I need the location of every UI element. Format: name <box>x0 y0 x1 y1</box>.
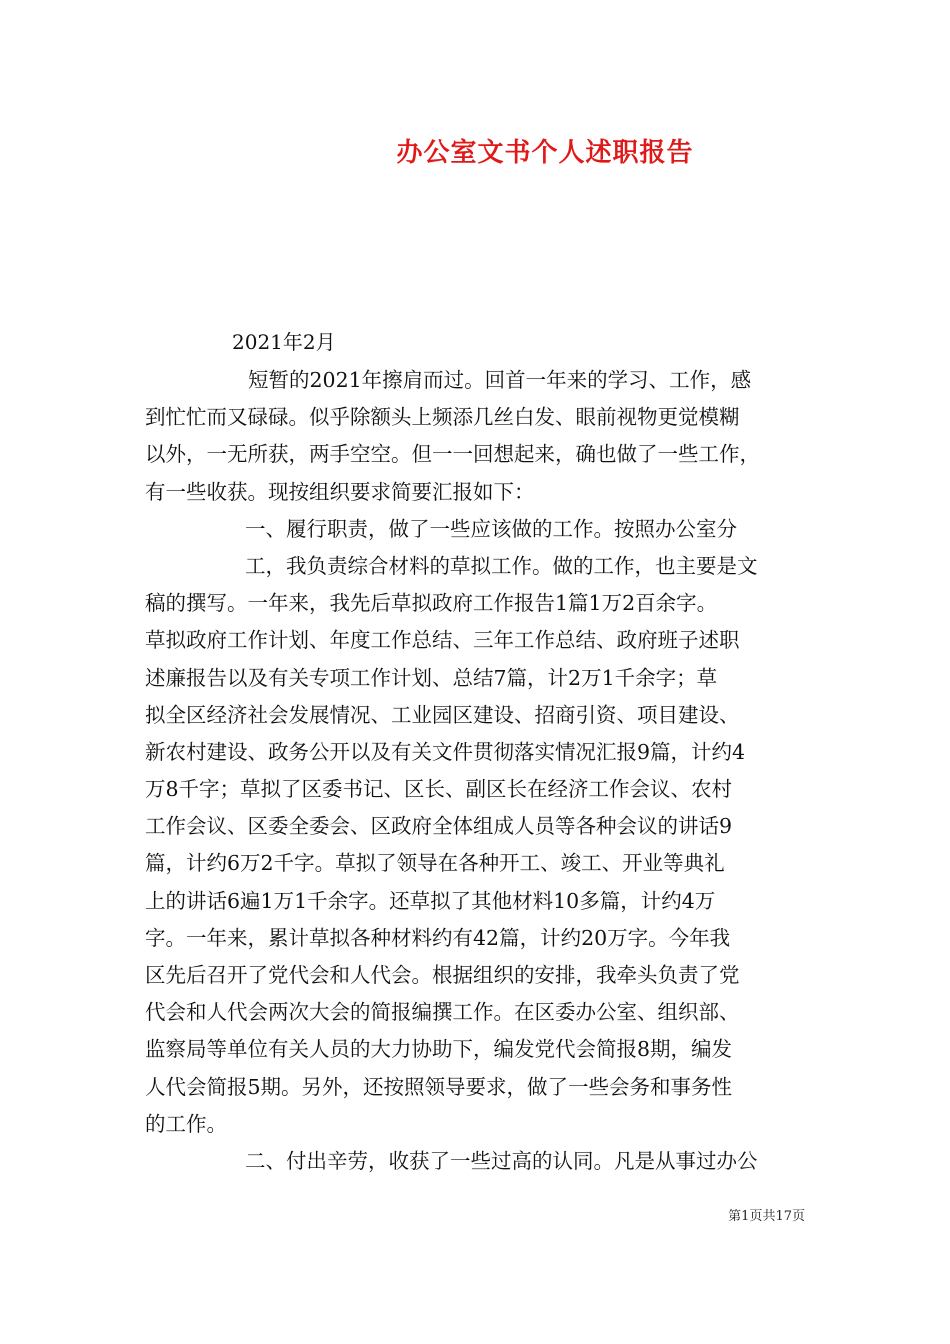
body-line: 短暂的2021年擦肩而过。回首一年来的学习、工作，感 <box>248 368 752 392</box>
body-line: 区先后召开了党代会和人代会。根据组织的安排，我牵头负责了党 <box>145 963 740 987</box>
body-line: 拟全区经济社会发展情况、工业园区建设、招商引资、项目建设、 <box>145 702 740 727</box>
body-line: 新农村建设、政务公开以及有关文件贯彻落实情况汇报9篇，计约4 <box>145 739 746 764</box>
body-line: 上的讲话6遍1万1千余字。还草拟了其他材料10多篇，计约4万 <box>145 888 716 913</box>
body-line: 以外，一无所获，两手空空。但一一回想起来，确也做了一些工作， <box>145 442 760 467</box>
body-line: 有一些收获。现按组织要求简要汇报如下： <box>145 479 535 504</box>
body-line: 代会和人代会两次大会的简报编撰工作。在区委办公室、组织部、 <box>145 1000 740 1025</box>
document-body <box>145 362 810 1180</box>
body-line: 一、履行职责，做了一些应该做的工作。按照办公室分 <box>245 516 737 541</box>
body-line: 草拟政府工作计划、年度工作总结、三年工作总结、政府班子述职 <box>145 628 740 653</box>
body-line: 人代会简报5期。另外，还按照领导要求，做了一些会务和事务性 <box>145 1074 733 1099</box>
body-line: 二、付出辛劳，收获了一些过高的认同。凡是从事过办公 <box>245 1148 758 1173</box>
body-line: 的工作。 <box>145 1111 227 1136</box>
body-line: 工，我负责综合材料的草拟工作。做的工作，也主要是文 <box>245 553 758 578</box>
body-line: 述廉报告以及有关专项工作计划、总结7篇，计2万1千余字；草 <box>145 665 718 690</box>
body-line: 监察局等单位有关人员的大力协助下，编发党代会简报8期，编发 <box>145 1037 733 1062</box>
document-title: 办公室文书个人述职报告 <box>396 138 694 168</box>
document-date: 2021年2月 <box>232 330 336 354</box>
body-line: 到忙忙而又碌碌。似乎除额头上频添几丝白发、眼前视物更觉模糊 <box>145 405 740 430</box>
body-line: 万8千字；草拟了区委书记、区长、副区长在经济工作会议、农村 <box>145 777 733 802</box>
body-line: 稿的撰写。一年来，我先后草拟政府工作报告1篇1万2百余字。 <box>145 591 718 616</box>
body-line: 篇，计约6万2千字。草拟了领导在各种开工、竣工、开业等典礼 <box>145 851 725 876</box>
page-number-footer: 第1页共17页 <box>728 1209 805 1224</box>
body-line: 工作会议、区委全委会、区政府全体组成人员等各种会议的讲话9 <box>145 814 733 839</box>
body-line: 字。一年来，累计草拟各种材料约有42篇，计约20万字。今年我 <box>145 925 731 950</box>
